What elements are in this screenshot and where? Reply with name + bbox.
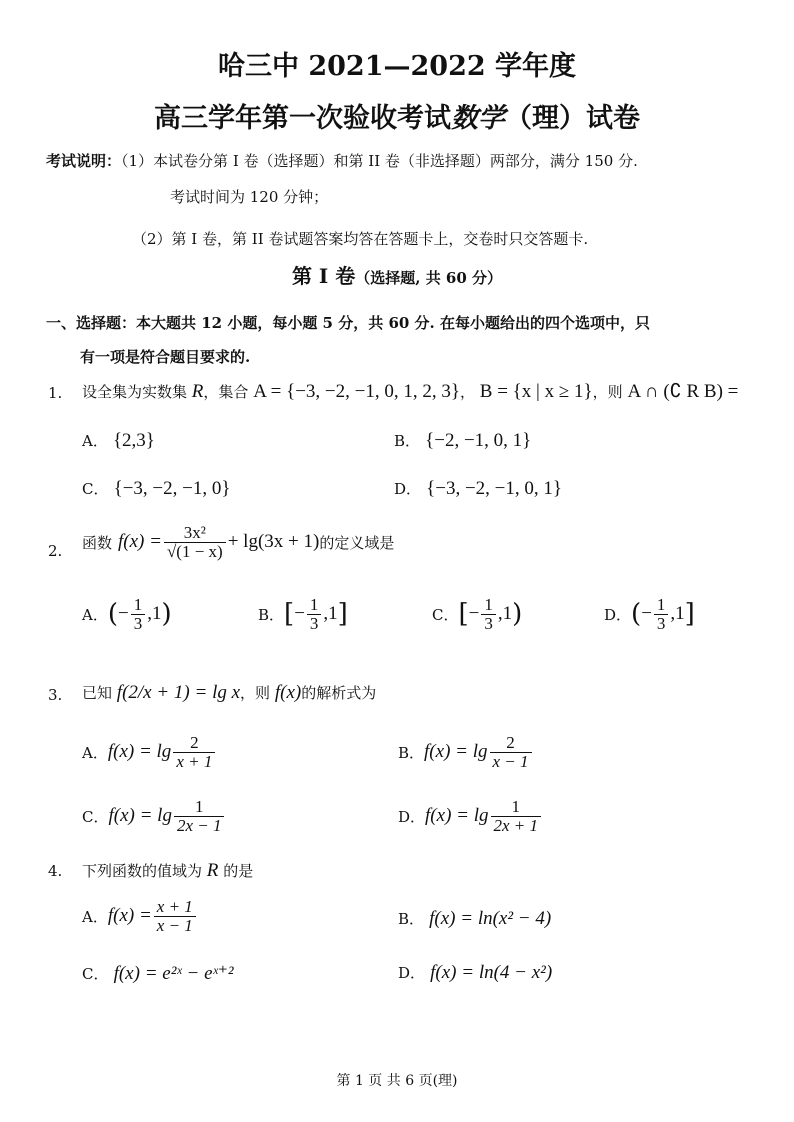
q4-option-c-text: f(x) = e²ˣ − eˣ⁺² — [113, 963, 234, 984]
q2-option-a-frac — [131, 596, 146, 633]
q3-option-b-num: 2 — [506, 733, 515, 752]
q1-option-d-label: D． — [394, 480, 422, 498]
title-suffix: （理）试卷 — [505, 103, 640, 134]
q1-option-c[interactable] — [82, 478, 230, 500]
q1-stem-text2: ，集合 — [203, 383, 249, 401]
q1-option-c-label: C． — [82, 480, 109, 498]
q2-option-b-num: 1 — [309, 595, 319, 614]
q3-option-d-den: 2x + 1 — [491, 816, 542, 835]
q4-option-a-den: x − 1 — [154, 916, 196, 935]
q2-option-b-frac — [307, 596, 322, 633]
q2-option-a-label: A． — [82, 605, 108, 624]
q3-option-c-den: 2x − 1 — [174, 816, 225, 835]
q3-stem-post: ，则 — [240, 684, 271, 702]
q2-number: 2. — [48, 542, 63, 560]
q3-fx: f(x) — [274, 682, 302, 703]
instructions-item1b: 考试时间为 120 分钟； — [170, 188, 329, 206]
q2-option-c-close: ) — [512, 599, 523, 630]
part1-text1: 本大题共 12 小题，每小题 5 分，共 60 分. 在每小题给出的四个选项中，只 — [136, 314, 650, 332]
q3-option-c-num: 1 — [194, 797, 204, 816]
q2-option-c-den: 3 — [481, 614, 496, 633]
q2-option-a-den: 3 — [131, 614, 146, 633]
q2-option-c-label: C． — [432, 605, 459, 624]
q2-option-b-open: [ — [284, 599, 295, 630]
q1-option-b-value: {−2, −1, 0, 1} — [425, 430, 532, 451]
q2-option-d-right: ,1 — [670, 603, 685, 625]
part1-line2: 有一项是符合题目要求的. — [80, 348, 251, 366]
q2-option-b-right: ,1 — [323, 603, 338, 625]
q2-option-a[interactable]: A． ( − $\frac{1}{3}$ ,1 ) — [82, 595, 172, 633]
q4-stem-post: 的是 — [223, 862, 254, 880]
q4-range-r: R — [206, 860, 219, 881]
q1-option-d[interactable] — [394, 478, 562, 500]
q4-option-d-label: D． — [398, 964, 426, 982]
q3-option-c-lhs: f(x) = lg — [108, 805, 172, 827]
q1-expression: A ∩ (∁ R B) = — [627, 381, 739, 402]
q4-option-c-label: C． — [82, 965, 109, 983]
q3-option-a-num: 2 — [190, 733, 199, 752]
q3-given-expression: f(2/x + 1) = lg x — [116, 682, 241, 703]
q2-option-a-num: 1 — [133, 595, 143, 614]
q3-option-d-label: D． — [398, 807, 426, 826]
q1-option-a-value: {2,3} — [112, 430, 155, 451]
instructions-label: 考试说明： — [46, 152, 122, 170]
q3-option-d[interactable] — [398, 798, 543, 835]
q1-stem-text: 设全集为实数集 — [82, 383, 188, 401]
q3-option-b[interactable] — [398, 734, 534, 771]
q3-option-a-frac — [173, 734, 215, 771]
instructions-item2: （2）第 I 卷，第 II 卷试题答案均答在答题卡上，交卷时只交答题卡. — [132, 230, 589, 248]
q3-option-c-frac — [174, 798, 225, 835]
page-footer: 第 1 页 共 6 页(理) — [336, 1073, 458, 1089]
q4-option-a[interactable] — [82, 898, 198, 935]
title-prefix: 高三学年第一次验收考试 — [154, 103, 451, 134]
part1-line1 — [46, 312, 650, 333]
q4-option-a-frac — [154, 898, 196, 935]
q4-option-a-num: x + 1 — [156, 897, 193, 916]
q3-option-d-lhs: f(x) = lg — [425, 805, 489, 827]
q1-stem — [82, 380, 738, 403]
q4-stem — [82, 860, 253, 882]
q4-option-c[interactable] — [82, 962, 234, 985]
q1-option-a-label: A． — [82, 432, 108, 450]
q2-option-b-label: B． — [258, 605, 285, 624]
q4-option-b-label: B． — [398, 910, 425, 928]
q4-option-d[interactable] — [398, 962, 552, 984]
q3-option-a-lhs: f(x) = lg — [107, 741, 172, 763]
q2-option-b[interactable]: B． [ − $\frac{1}{3}$ ,1 ] — [258, 595, 348, 633]
q2-option-d-open: ( — [631, 599, 642, 630]
q2-stem-post: 的定义域是 — [319, 533, 395, 552]
q3-option-c[interactable] — [82, 798, 226, 835]
q2-option-c-open: [ — [458, 599, 469, 630]
q4-option-a-label: A． — [82, 907, 108, 926]
section-title — [0, 260, 794, 289]
section-title-main: 第 I 卷 — [291, 264, 356, 288]
q2-option-d[interactable]: D． ( − $\frac{1}{3}$ ,1 ] — [604, 595, 695, 633]
q1-option-d-value: {−3, −2, −1, 0, 1} — [426, 478, 563, 499]
section-subtitle: （选择题, 共 60 分） — [355, 269, 503, 287]
q4-option-b[interactable] — [398, 908, 551, 930]
exam-title-line1: 哈三中 2021—2022 学年度 — [217, 51, 577, 82]
q2-option-d-den: 3 — [654, 614, 669, 633]
q3-option-a-den: x + 1 — [173, 752, 215, 771]
q1-number: 1. — [48, 384, 63, 402]
q2-option-d-label: D． — [604, 605, 632, 624]
title-subject: 数学 — [451, 103, 505, 134]
q3-option-a-label: A． — [82, 743, 108, 762]
q2-option-a-open: ( — [107, 599, 118, 630]
q3-stem-pre: 已知 — [82, 684, 113, 702]
q2-function-name: f(x) = — [118, 531, 162, 553]
q1-set-b: B = {x | x ≥ 1} — [479, 381, 593, 402]
q1-universe: R — [191, 381, 204, 402]
q4-stem-pre: 下列函数的值域为 — [82, 862, 203, 880]
q4-option-b-text: f(x) = ln(x² − 4) — [429, 908, 552, 929]
q2-frac-denominator: √(1 − x) — [164, 542, 226, 561]
q2-tail: + lg(3x + 1) — [227, 531, 320, 553]
q2-stem-pre: 函数 — [82, 533, 113, 552]
q1-option-a[interactable] — [82, 430, 155, 452]
q3-stem — [82, 682, 376, 704]
q3-option-a[interactable] — [82, 734, 217, 771]
part1-label: 一、选择题： — [46, 314, 137, 332]
q1-option-b-label: B． — [394, 432, 421, 450]
q3-option-b-den: x − 1 — [490, 752, 532, 771]
q4-option-d-text: f(x) = ln(4 − x²) — [430, 962, 553, 983]
q2-option-b-close: ] — [337, 599, 348, 630]
q2-frac-numerator: 3x² — [183, 523, 206, 542]
q2-option-a-close: ) — [161, 599, 172, 630]
q3-stem-end: 的解析式为 — [301, 684, 377, 702]
exam-title-line2 — [0, 96, 794, 135]
q1-option-c-value: {−3, −2, −1, 0} — [113, 478, 231, 499]
q2-option-a-right: ,1 — [147, 603, 162, 625]
q2-option-b-den: 3 — [307, 614, 322, 633]
q2-option-c-frac — [481, 596, 496, 633]
q2-option-c-right: ,1 — [497, 603, 513, 625]
q3-option-d-frac — [491, 798, 542, 835]
q3-option-c-label: C． — [82, 807, 109, 826]
q1-set-a: A = {−3, −2, −1, 0, 1, 2, 3} — [253, 381, 460, 402]
q2-option-d-close: ] — [684, 599, 695, 630]
q3-number: 3. — [48, 686, 63, 704]
q4-number: 4. — [48, 862, 63, 880]
q1-stem-text3: ， — [459, 383, 475, 401]
q2-option-d-frac — [654, 596, 669, 633]
q2-fraction — [164, 524, 226, 561]
q4-option-a-lhs: f(x) = — [107, 905, 152, 927]
q2-option-c[interactable]: C． [ − $\frac{1}{3}$ ,1 ) — [432, 595, 523, 633]
instructions-line1 — [46, 150, 638, 171]
q2-option-d-num: 1 — [656, 595, 666, 614]
instructions-item1a: （1）本试卷分第 I 卷（选择题）和第 II 卷（非选择题）两部分，满分 150 分. — [121, 152, 638, 170]
q3-option-b-frac — [490, 734, 532, 771]
q3-option-b-lhs: f(x) = lg — [424, 741, 488, 763]
q1-stem-text4: ，则 — [592, 383, 623, 401]
q3-option-b-label: B． — [398, 743, 425, 762]
q2-option-c-num: 1 — [484, 595, 493, 614]
q3-option-d-num: 1 — [511, 797, 521, 816]
q2-stem — [82, 524, 394, 561]
q1-option-b[interactable] — [394, 430, 531, 452]
